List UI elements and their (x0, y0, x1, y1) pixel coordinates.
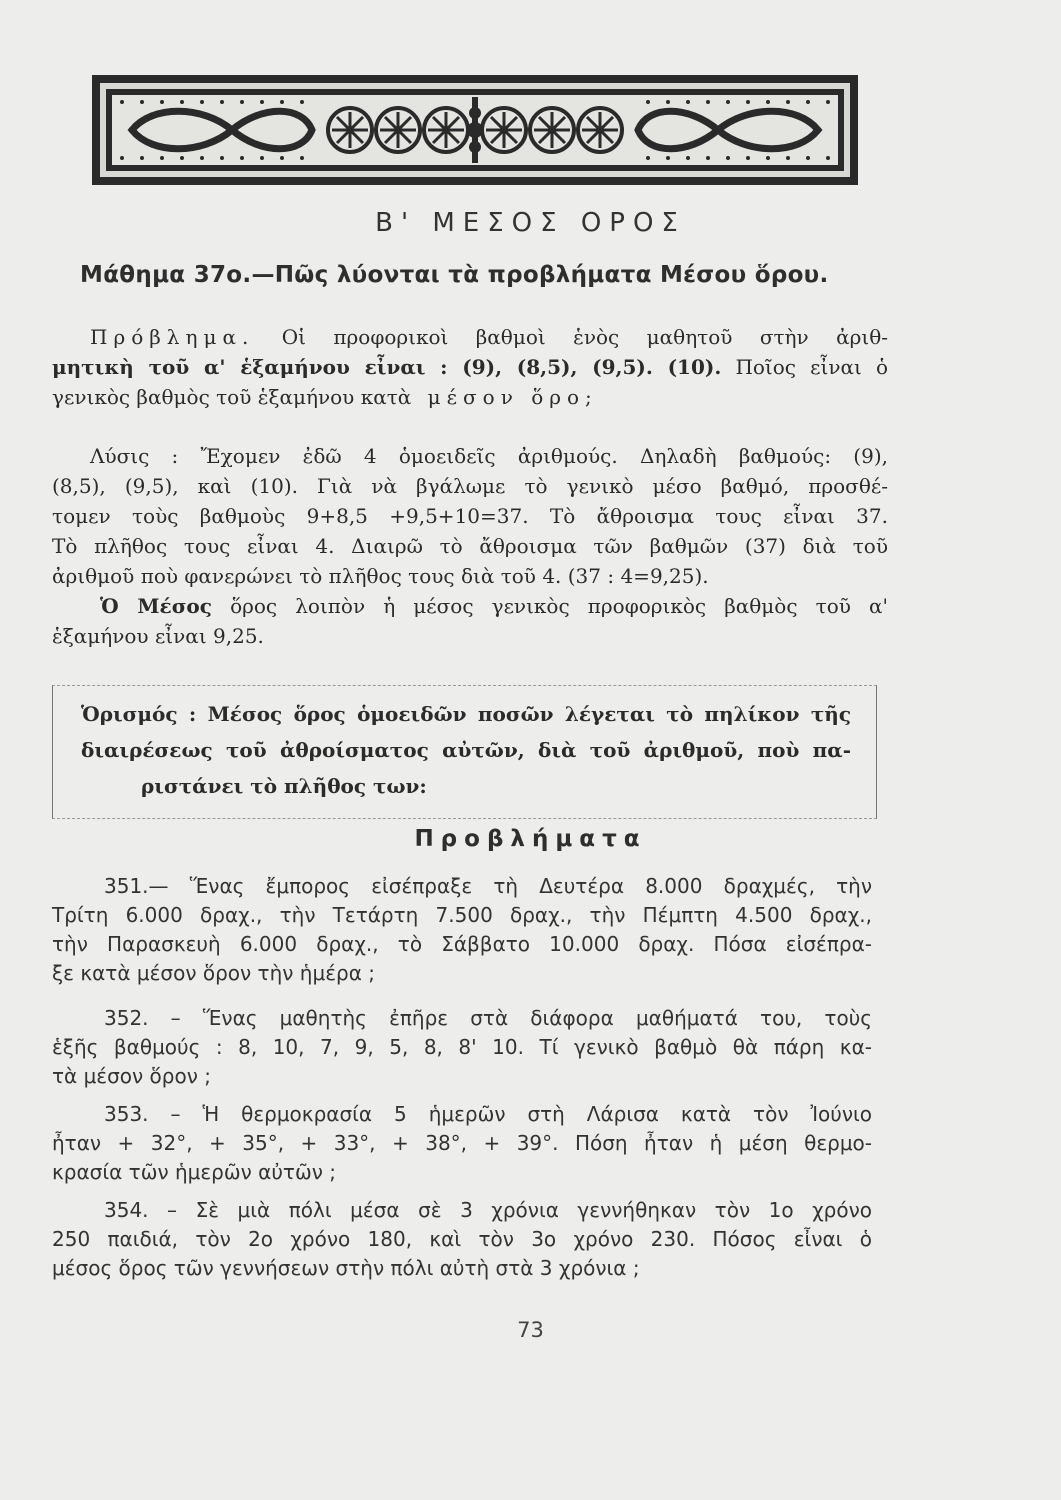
exercise-number: 354. – (104, 1198, 178, 1222)
exercise-number: 352. – (104, 1006, 181, 1030)
exercise-352-line-1 (52, 1004, 872, 1033)
problem-text-2: Ποῖος εἶναι ὁ (735, 355, 888, 379)
solution-text-5: ἀριθμοῦ ποὺ φανερώνει τὸ πλῆθος τους διὰ τοῦ 4. (37 : 4=9,25). (52, 564, 709, 588)
exercise-text: ἑξῆς βαθμούς : 8, 10, 7, 9, 5, 8, 8' 10. Τί γενικὸ βαθμὸ θὰ πάρη κα- (52, 1035, 872, 1059)
solution-label: Λύσις : (90, 444, 179, 468)
lesson-title: Μάθημα 37ο.—Πῶς λύονται τὰ προβλήματα Μέσου ὅρου. (80, 262, 829, 288)
solution-text-2: (8,5), (9,5), καὶ (10). Γιὰ νὰ βγάλωμε τὸ γενικὸ μέσο βαθμό, προσθέ- (52, 474, 888, 498)
exercise-text: Σὲ μιὰ πόλι μέσα σὲ 3 χρόνια γεννήθηκαν τὸν 1ο χρόνο (195, 1198, 873, 1222)
exercise-354-line-1 (52, 1196, 872, 1225)
exercise-text: Ἕνας ἔμπορος εἰσέπραξε τὴ Δευτέρα 8.000 δραχμές, τὴν (189, 874, 872, 898)
exercise-text: ξε κατὰ μέσον ὅρον τὴν ἡμέρα ; (52, 961, 375, 985)
exercise-353 (52, 1100, 872, 1187)
exercise-text: Ἡ θερμοκρασία 5 ἡμερῶν στὴ Λάρισα κατὰ τὸν Ἰούνιο (202, 1102, 873, 1126)
exercise-352 (52, 1004, 872, 1091)
solution-conclusion-text: ὅρος λοιπὸν ἡ μέσος γενικὸς προφορικὸς βαθμὸς τοῦ α' (230, 594, 889, 618)
exercise-text: τὴν Παρασκευὴ 6.000 δραχ., τὸ Σάββατο 10.000 δραχ. Πόσα εἰσέπρα- (52, 932, 872, 956)
exercise-number: 351.— (104, 874, 169, 898)
exercise-353-line-1 (52, 1100, 872, 1129)
exercise-351-line-1 (52, 872, 872, 901)
solution-conclusion-bold: Ὁ Μέσος (100, 594, 212, 618)
definition-text-2: διαιρέσεως τοῦ ἀθροίσματος αὐτῶν, διὰ τοῦ ἀριθμοῦ, ποὺ πα- (81, 738, 851, 762)
exercise-text: Τρίτη 6.000 δραχ., τὴν Τετάρτη 7.500 δραχ., τὴν Πέμπτη 4.500 δραχ., (52, 903, 872, 927)
definition-text (81, 696, 851, 804)
exercise-354 (52, 1196, 872, 1283)
chapter-title: Β' ΜΕΣΟΣ ΟΡΟΣ (375, 208, 686, 238)
problems-heading: Προβλήματα (414, 826, 647, 852)
problem-text-1: Οἱ προφορικοὶ βαθμοὶ ἑνὸς μαθητοῦ στὴν ἀριθ- (281, 325, 889, 349)
definition-box (52, 685, 877, 819)
exercise-text: ἦταν + 32°, + 35°, + 33°, + 38°, + 39°. Πόση ἦταν ἡ μέση θερμο- (52, 1131, 872, 1155)
definition-text-1: Μέσος ὅρος ὁμοειδῶν ποσῶν λέγεται τὸ πηλίκον τῆς (207, 702, 852, 726)
definition-line-1 (81, 696, 851, 732)
exercise-text: Ἕνας μαθητὴς ἐπῆρε στὰ διάφορα μαθήματά του, τοὺς (202, 1006, 873, 1030)
exercise-text: 250 παιδιά, τὸν 2ο χρόνο 180, καὶ τὸν 3ο χρόνο 230. Πόσος εἶναι ὁ (52, 1227, 872, 1251)
problem-emphasis: μέσον ὅρο; (427, 385, 598, 409)
ornament-header-image (92, 75, 858, 185)
problem-text-3: γενικὸς βαθμὸς τοῦ ἑξαμήνου κατὰ (52, 385, 412, 409)
page-number: 73 (517, 1318, 544, 1342)
exercise-text: κρασία τῶν ἡμερῶν αὐτῶν ; (52, 1160, 336, 1184)
problem-statement (52, 322, 888, 412)
problem-line-3 (52, 382, 888, 412)
exercise-text: μέσος ὅρος τῶν γεννήσεων στὴν πόλι αὐτὴ στὰ 3 χρόνια ; (52, 1256, 640, 1280)
solution-text-3: τομεν τοὺς βαθμοὺς 9+8,5 +9,5+10=37. Τὸ ἄθροισμα τους εἶναι 37. (52, 504, 888, 528)
solution-text-1: Ἔχομεν ἐδῶ 4 ὁμοειδεῖς ἀριθμούς. Δηλαδὴ βαθμούς: (9), (200, 444, 888, 468)
solution-conclusion-1 (52, 591, 888, 621)
solution (52, 441, 888, 651)
exercise-text: τὰ μέσον ὅρον ; (52, 1064, 211, 1088)
solution-line-1 (52, 441, 888, 471)
definition-label: Ὁρισμός : (81, 702, 197, 726)
exercise-number: 353. – (104, 1102, 181, 1126)
definition-text-3: ριστάνει τὸ πλῆθος των: (141, 774, 427, 798)
problem-grades: μητικὴ τοῦ α' ἑξαμήνου εἶναι : (9), (8,5), (9,5). (10). (52, 355, 722, 379)
problem-line-1 (52, 322, 888, 352)
problem-label: Πρόβλημα. (90, 325, 255, 349)
exercise-351 (52, 872, 872, 988)
solution-conclusion-2: ἑξαμήνου εἶναι 9,25. (52, 624, 264, 648)
problem-line-2 (52, 352, 888, 382)
solution-text-4: Τὸ πλῆθος τους εἶναι 4. Διαιρῶ τὸ ἄθροισμα τῶν βαθμῶν (37) διὰ τοῦ (52, 534, 888, 558)
